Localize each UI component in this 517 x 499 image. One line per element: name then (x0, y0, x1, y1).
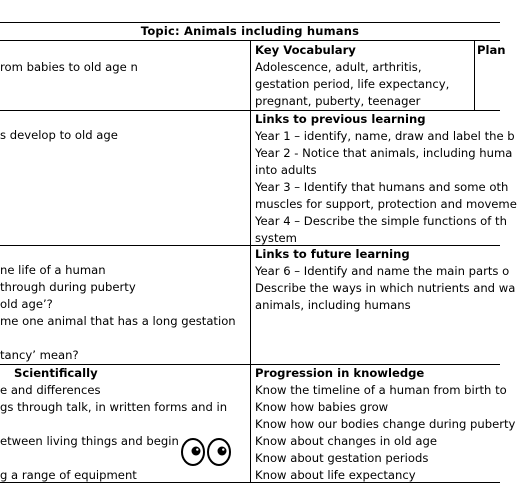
left-aims-line: rom babies to old age n (0, 60, 138, 74)
left-skill-line: gs through talk, in written forms and in (0, 400, 228, 414)
links-previous-line: Year 1 – identify, name, draw and label the b (255, 129, 515, 143)
left-question-line: me one animal that has a long gestation (0, 314, 236, 328)
key-vocabulary-line: Adolescence, adult, arthritis, (255, 60, 422, 74)
left-skill-line: g a range of equipment (0, 468, 137, 482)
links-future-line: Describe the ways in which nutrients and wa (255, 281, 516, 295)
left-skill-line: etween living things and begin (0, 434, 179, 448)
left-question-line (0, 330, 248, 347)
links-future-heading: Links to future learning (255, 247, 410, 261)
table-column-divider (250, 40, 251, 483)
left-question-line: ne life of a human (0, 263, 106, 277)
progression-line: Know the timeline of a human from birth to (255, 383, 507, 397)
links-previous-line: Year 4 – Describe the simple functions of th (255, 214, 507, 228)
links-previous-heading: Links to previous learning (255, 112, 426, 126)
progression-line: Know how babies grow (255, 400, 389, 414)
links-future-cell (255, 246, 516, 314)
progression-line: Know about gestation periods (255, 451, 429, 465)
links-previous-line: muscles for support, protection and moveme (255, 197, 517, 211)
left-block-questions (0, 262, 248, 364)
links-previous-cell (255, 111, 517, 247)
plan-header-cell (477, 42, 506, 59)
links-future-line: Year 6 – Identify and name the main parts o (255, 264, 510, 278)
left-question-line: through during puberty (0, 280, 136, 294)
left-question-line: tancy’ mean? (0, 348, 79, 362)
left-skill-line: e and differences (0, 383, 101, 397)
table-plan-divider (474, 40, 475, 111)
progression-line: Know about changes in old age (255, 434, 437, 448)
progression-line: Know how our bodies change during puberty (255, 417, 516, 431)
topic-title: Topic: Animals including humans (140, 24, 360, 38)
progression-line: Know about life expectancy (255, 468, 416, 482)
links-previous-line: Year 2 - Notice that animals, including huma (255, 146, 513, 160)
key-vocabulary-cell (255, 42, 473, 110)
links-previous-line: system (255, 231, 297, 245)
left-objective-line: s develop to old age (0, 128, 118, 142)
left-question-line: old age’? (0, 297, 53, 311)
progression-heading: Progression in knowledge (255, 366, 425, 380)
working-scientifically-heading: Scientifically (14, 366, 98, 380)
progression-cell (255, 365, 516, 484)
links-previous-line: Year 3 – Identify that humans and some oth (255, 180, 509, 194)
googly-eyes-icon (180, 436, 232, 468)
key-vocabulary-line: pregnant, puberty, teenager (255, 94, 421, 108)
links-previous-line: into adults (255, 163, 317, 177)
links-future-line: animals, including humans (255, 298, 411, 312)
left-block-objective (0, 127, 248, 144)
key-vocabulary-heading: Key Vocabulary (255, 43, 356, 57)
plan-heading: Plan (477, 43, 506, 57)
left-skill-line (0, 416, 248, 433)
left-block-aims (0, 59, 248, 76)
table-border-top (0, 22, 500, 23)
key-vocabulary-line: gestation period, life expectancy, (255, 77, 450, 91)
